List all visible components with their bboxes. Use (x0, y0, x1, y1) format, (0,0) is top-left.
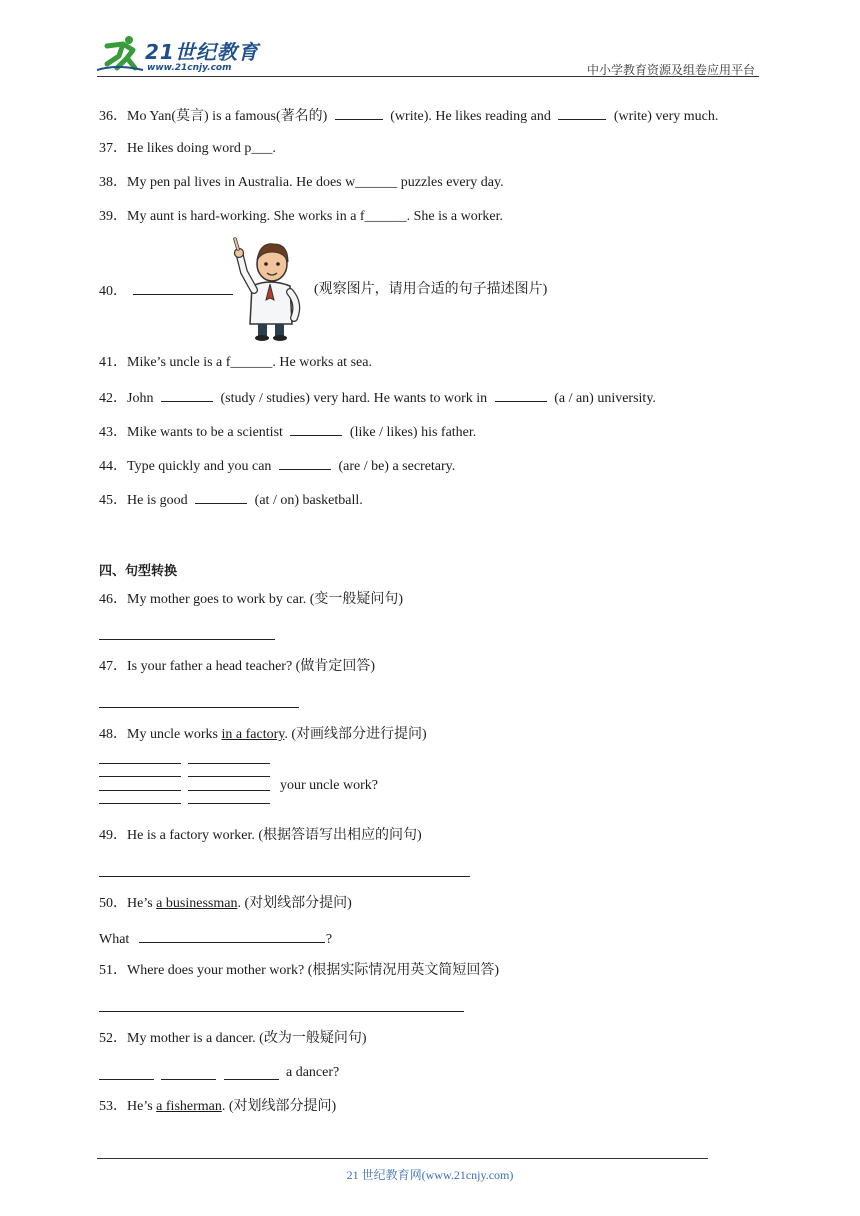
question-36: 36．Mo Yan(莫言) is a famous(著名的) (write). He likes reading and (write) very much. (99, 106, 718, 126)
answer-line[interactable] (99, 790, 181, 791)
question-38: 38．My pen pal lives in Australia. He does w______ puzzles every day. (99, 175, 504, 190)
answer-line[interactable] (99, 776, 181, 777)
answer-line[interactable] (99, 1011, 464, 1012)
question-47: 47．Is your father a head teacher? (做肯定回答) (99, 659, 376, 674)
answer-blank[interactable] (290, 422, 342, 436)
answer-line[interactable] (188, 776, 270, 777)
answer-blank[interactable] (161, 388, 213, 402)
question-39: 39．My aunt is hard-working. She works in a f______. She is a worker. (99, 209, 504, 224)
logo-url: www.21cnjy.com (147, 63, 232, 73)
answer-line[interactable] (161, 1079, 216, 1080)
question-48-tail: your uncle work? (280, 778, 378, 793)
question-45: 45．He is good (at / on) basketball. (99, 490, 363, 510)
question-49: 49．He is a factory worker. (根据答语写出相应的问句) (99, 828, 422, 843)
answer-blank[interactable] (133, 281, 233, 295)
question-40-hint: (观察图片，请用合适的句子描述图片) (314, 282, 548, 297)
header (97, 30, 761, 76)
scientist-pointing-icon (232, 234, 310, 344)
question-37: 37．He likes doing word p___. (99, 141, 276, 156)
footer-rule (97, 1158, 708, 1159)
answer-blank[interactable] (335, 106, 383, 120)
question-52: 52．My mother is a dancer. (改为一般疑问句) (99, 1031, 367, 1046)
runner-logo-icon (97, 34, 147, 74)
question-43: 43．Mike wants to be a scientist (like / likes) his father. (99, 422, 476, 442)
answer-line[interactable] (99, 1079, 154, 1080)
question-44: 44．Type quickly and you can (are / be) a secretary. (99, 456, 455, 476)
question-52-tail: a dancer? (286, 1065, 340, 1080)
answer-blank[interactable] (139, 929, 325, 943)
section-title: 四、句型转换 (99, 564, 178, 579)
answer-line[interactable] (188, 803, 270, 804)
answer-line[interactable] (224, 1079, 279, 1080)
question-40: 40． (99, 281, 237, 301)
header-right-text: 中小学教育资源及组卷应用平台 (586, 63, 755, 77)
answer-line[interactable] (188, 763, 270, 764)
answer-line[interactable] (99, 876, 470, 877)
answer-blank[interactable] (279, 456, 331, 470)
answer-line[interactable] (99, 763, 181, 764)
question-50-answer: What ? (99, 929, 332, 949)
question-51: 51．Where does your mother work? (根据实际情况用英文简短回答) (99, 963, 500, 978)
question-41: 41．Mike’s uncle is a f______. He works at sea. (99, 355, 372, 370)
footer-text: 21 世纪教育网(www.21cnjy.com) (346, 1168, 514, 1182)
answer-blank[interactable] (195, 490, 247, 504)
question-53: 53．He’s a fisherman. (对划线部分提问) (99, 1099, 337, 1114)
answer-blank[interactable] (495, 388, 547, 402)
question-42: 42．John (study / studies) very hard. He wants to work in (a / an) university. (99, 388, 656, 408)
answer-blank[interactable] (558, 106, 606, 120)
header-rule (97, 76, 759, 77)
answer-line[interactable] (99, 707, 299, 708)
logo-text: 21世纪教育 (145, 40, 259, 64)
question-50: 50．He’s a businessman. (对划线部分提问) (99, 896, 352, 911)
answer-line[interactable] (188, 790, 270, 791)
question-48: 48．My uncle works in a factory. (对画线部分进行提问) (99, 727, 427, 742)
question-46: 46．My mother goes to work by car. (变一般疑问句) (99, 592, 404, 607)
answer-line[interactable] (99, 639, 275, 640)
answer-line[interactable] (99, 803, 181, 804)
